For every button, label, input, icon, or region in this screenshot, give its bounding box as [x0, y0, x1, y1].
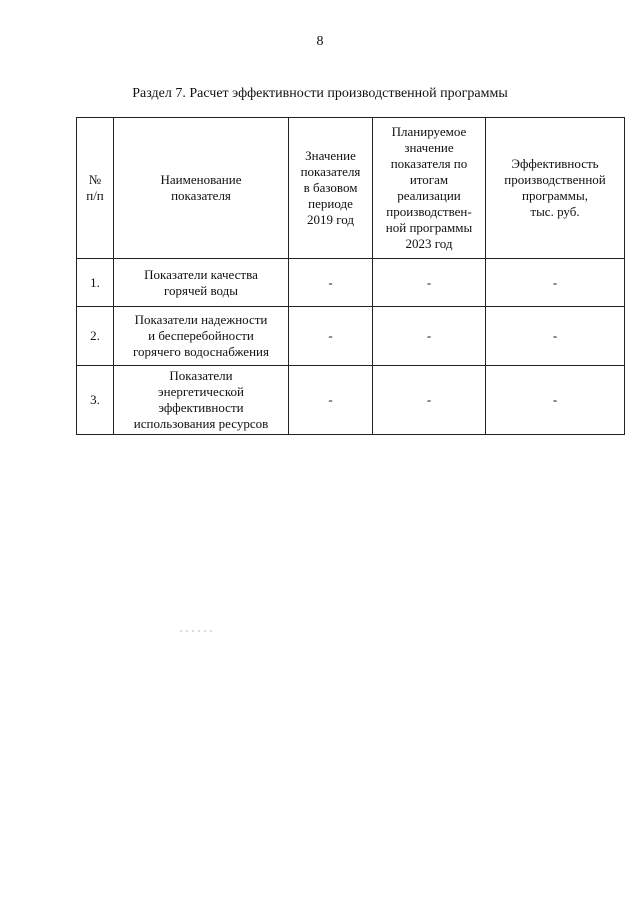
row-efficiency: - — [486, 366, 625, 435]
page-number: 8 — [316, 34, 324, 49]
table-header-row — [77, 118, 625, 259]
row-number: 3. — [77, 366, 114, 435]
row-base-value: - — [289, 366, 373, 435]
row-planned-value: - — [373, 307, 486, 366]
row-efficiency: - — [486, 259, 625, 307]
header-planned-value: Планируемое значение показателя по итогам реализации производствен- ной программы 2023 год — [373, 118, 486, 259]
row-planned-value: - — [373, 366, 486, 435]
row-indicator-name: Показатели надежности и бесперебойности горячего водоснабжения — [114, 307, 289, 366]
header-indicator-name: Наименование показателя — [114, 118, 289, 259]
header-efficiency: Эффективность производственной программы, тыс. руб. — [486, 118, 625, 259]
table-row — [77, 259, 625, 307]
section-title: Раздел 7. Расчет эффективности производственной программы — [132, 86, 508, 101]
efficiency-table — [76, 117, 625, 435]
table-row — [77, 366, 625, 435]
row-efficiency: - — [486, 307, 625, 366]
header-base-value: Значение показателя в базовом периоде 2019 год — [289, 118, 373, 259]
row-planned-value: - — [373, 259, 486, 307]
row-number: 1. — [77, 259, 114, 307]
row-base-value: - — [289, 307, 373, 366]
table-row — [77, 307, 625, 366]
row-indicator-name: Показатели энергетической эффективности использования ресурсов — [114, 366, 289, 435]
row-number: 2. — [77, 307, 114, 366]
header-number: № п/п — [77, 118, 114, 259]
row-indicator-name: Показатели качества горячей воды — [114, 259, 289, 307]
scan-artifact — [178, 630, 212, 632]
row-base-value: - — [289, 259, 373, 307]
